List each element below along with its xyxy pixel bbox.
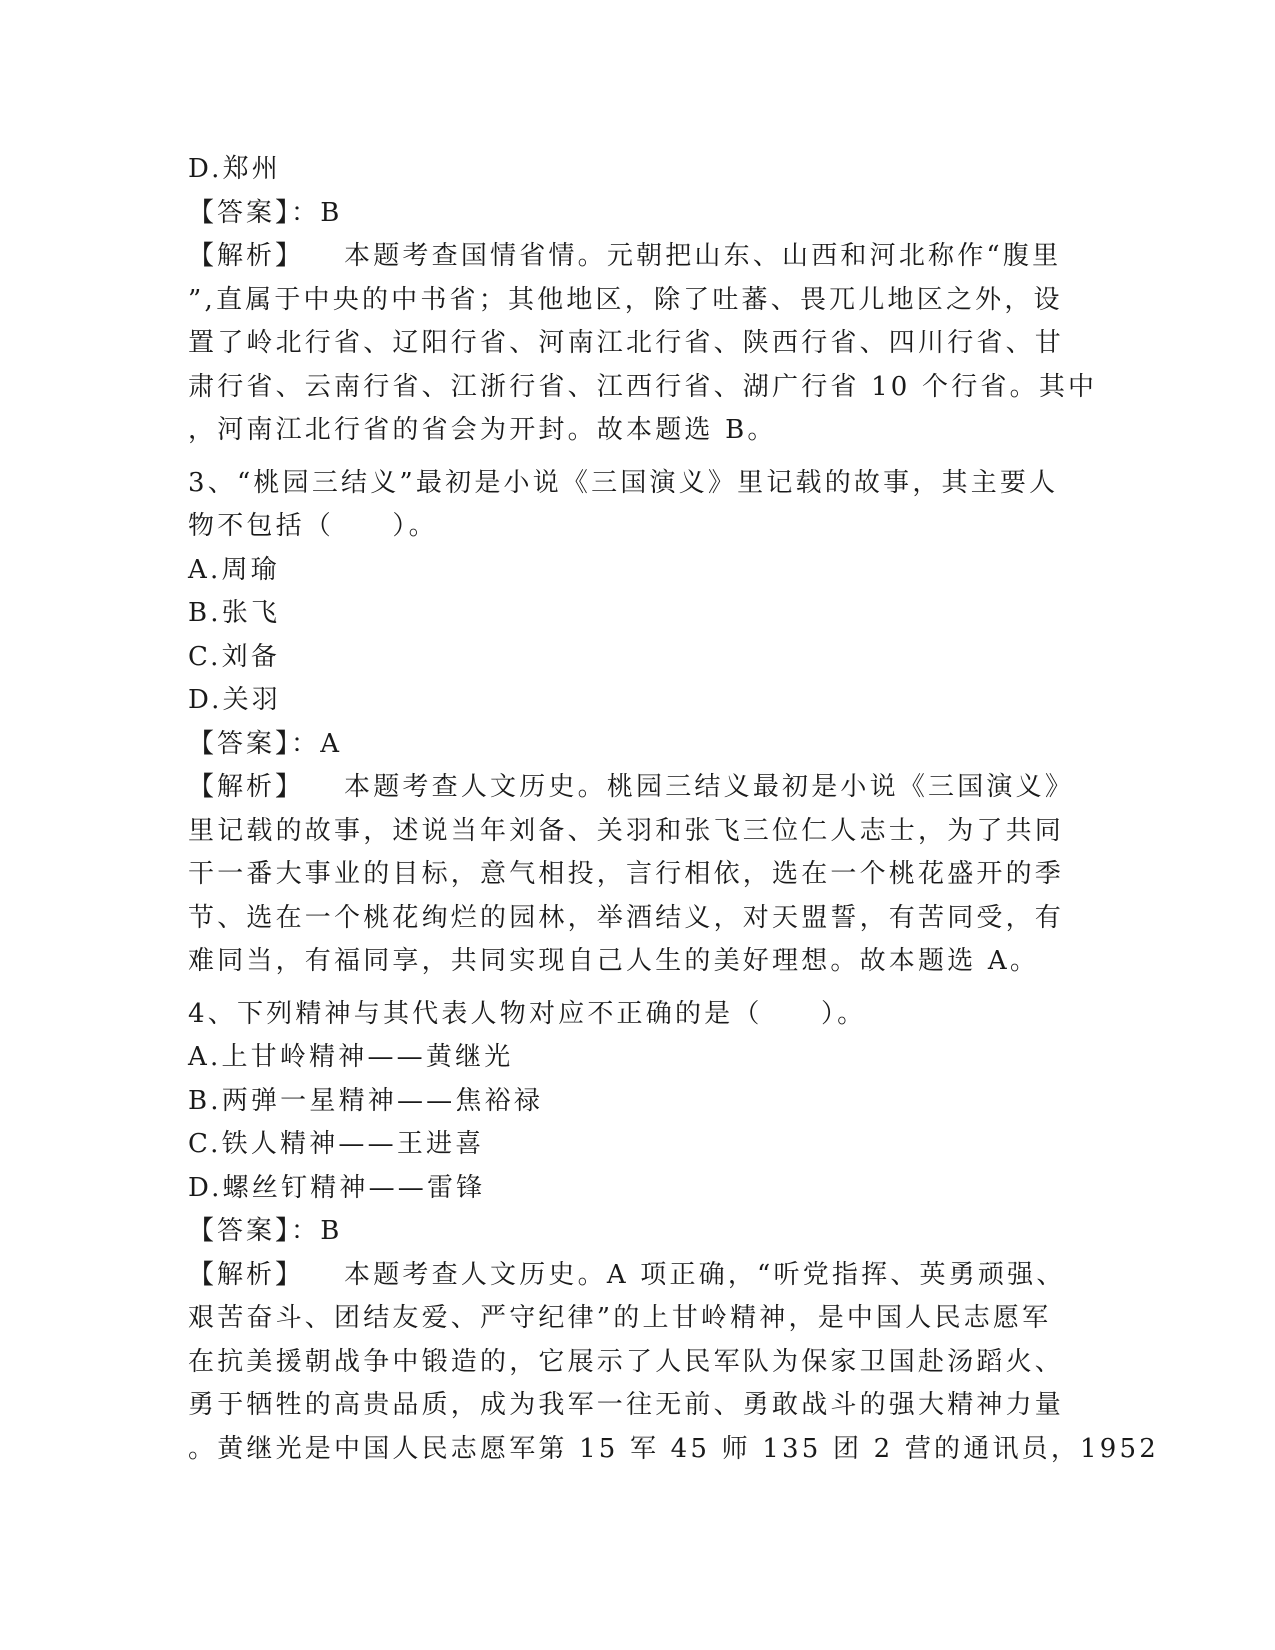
answer-value: ：B [291, 1216, 343, 1246]
q3-stem-line: 物不包括（ ）。 [188, 511, 438, 541]
analysis-label: 【解析】 [188, 772, 305, 802]
q3-option-d: D.关羽 [188, 685, 281, 715]
q4-analysis-line: 在抗美援朝战争中锻造的，它展示了人民军队为保家卫国赴汤蹈火、 [188, 1346, 1065, 1377]
q2-answer [188, 192, 1078, 236]
q3-analysis-line: 节、选在一个桃花绚烂的园林，举酒结义，对天盟誓，有苦同受，有 [188, 902, 1065, 933]
q4-option-a: A.上甘岭精神——黄继光 [188, 1042, 514, 1072]
answer-value: ：A [291, 728, 343, 759]
q2-analysis-line: ，河南江北行省的省会为开封。故本题选 B。 [188, 415, 777, 445]
q4-analysis-line [188, 1254, 1078, 1298]
analysis-text: 本题考查人文历史。桃园三结义最初是小说《三国演义》 [344, 772, 1075, 802]
answer-label: 【答案】 [188, 1216, 292, 1246]
q2-analysis-line [188, 235, 1078, 279]
q4-answer [188, 1210, 1078, 1254]
analysis-text: 本题考查人文历史。A 项正确，“听党指挥、英勇顽强、 [344, 1259, 1066, 1290]
q3-answer [188, 723, 1078, 767]
q4-option-c: C.铁人精神——王进喜 [188, 1129, 485, 1159]
q3-analysis-line [188, 766, 1078, 810]
q3-stem-line: 3、“桃园三结义”最初是小说《三国演义》里记载的故事，其主要人 [188, 467, 1059, 498]
q3-option-b: B.张飞 [188, 598, 281, 628]
analysis-text: 本题考查国情省情。元朝把山东、山西和河北称作“腹里 [344, 241, 1062, 271]
q4-analysis-line: 艰苦奋斗、团结友爱、严守纪律”的上甘岭精神，是中国人民志愿军 [188, 1303, 1052, 1333]
q4-analysis-line: 。黄继光是中国人民志愿军第 15 军 45 师 135 团 2 营的通讯员，1952 [188, 1433, 1160, 1464]
q3-analysis-line: 干一番大事业的目标，意气相投，言行相依，选在一个桃花盛开的季 [188, 859, 1065, 889]
answer-label: 【答案】 [188, 728, 292, 759]
q2-analysis-line: 置了岭北行省、辽阳行省、河南江北行省、陕西行省、四川行省、甘 [188, 328, 1065, 358]
answer-value: ：B [291, 197, 343, 228]
q2-option-d: D.郑州 [188, 154, 281, 184]
answer-label: 【答案】 [188, 197, 292, 228]
q4-option-d: D.螺丝钉精神——雷锋 [188, 1172, 486, 1203]
q3-analysis-line: 难同当，有福同享，共同实现自己人生的美好理想。故本题选 A。 [188, 946, 1040, 976]
q3-option-c: C.刘备 [188, 641, 281, 672]
q2-analysis-line: 肃行省、云南行省、江浙行省、江西行省、湖广行省 10 个行省。其中 [188, 371, 1098, 402]
q3-option-a: A.周瑜 [188, 554, 280, 585]
analysis-label: 【解析】 [188, 241, 305, 271]
q2-analysis-line: ”,直属于中央的中书省；其他地区，除了吐蕃、畏兀儿地区之外，设 [188, 284, 1063, 315]
q3-analysis-line: 里记载的故事，述说当年刘备、关羽和张飞三位仁人志士，为了共同 [188, 815, 1065, 846]
q4-option-b: B.两弹一星精神——焦裕禄 [188, 1085, 543, 1116]
q4-analysis-line: 勇于牺牲的高贵品质，成为我军一往无前、勇敢战斗的强大精神力量 [188, 1390, 1065, 1420]
analysis-label: 【解析】 [188, 1259, 305, 1290]
page-content [188, 148, 1160, 1471]
q4-stem-line: 4、下列精神与其代表人物对应不正确的是（ ）。 [188, 998, 867, 1029]
